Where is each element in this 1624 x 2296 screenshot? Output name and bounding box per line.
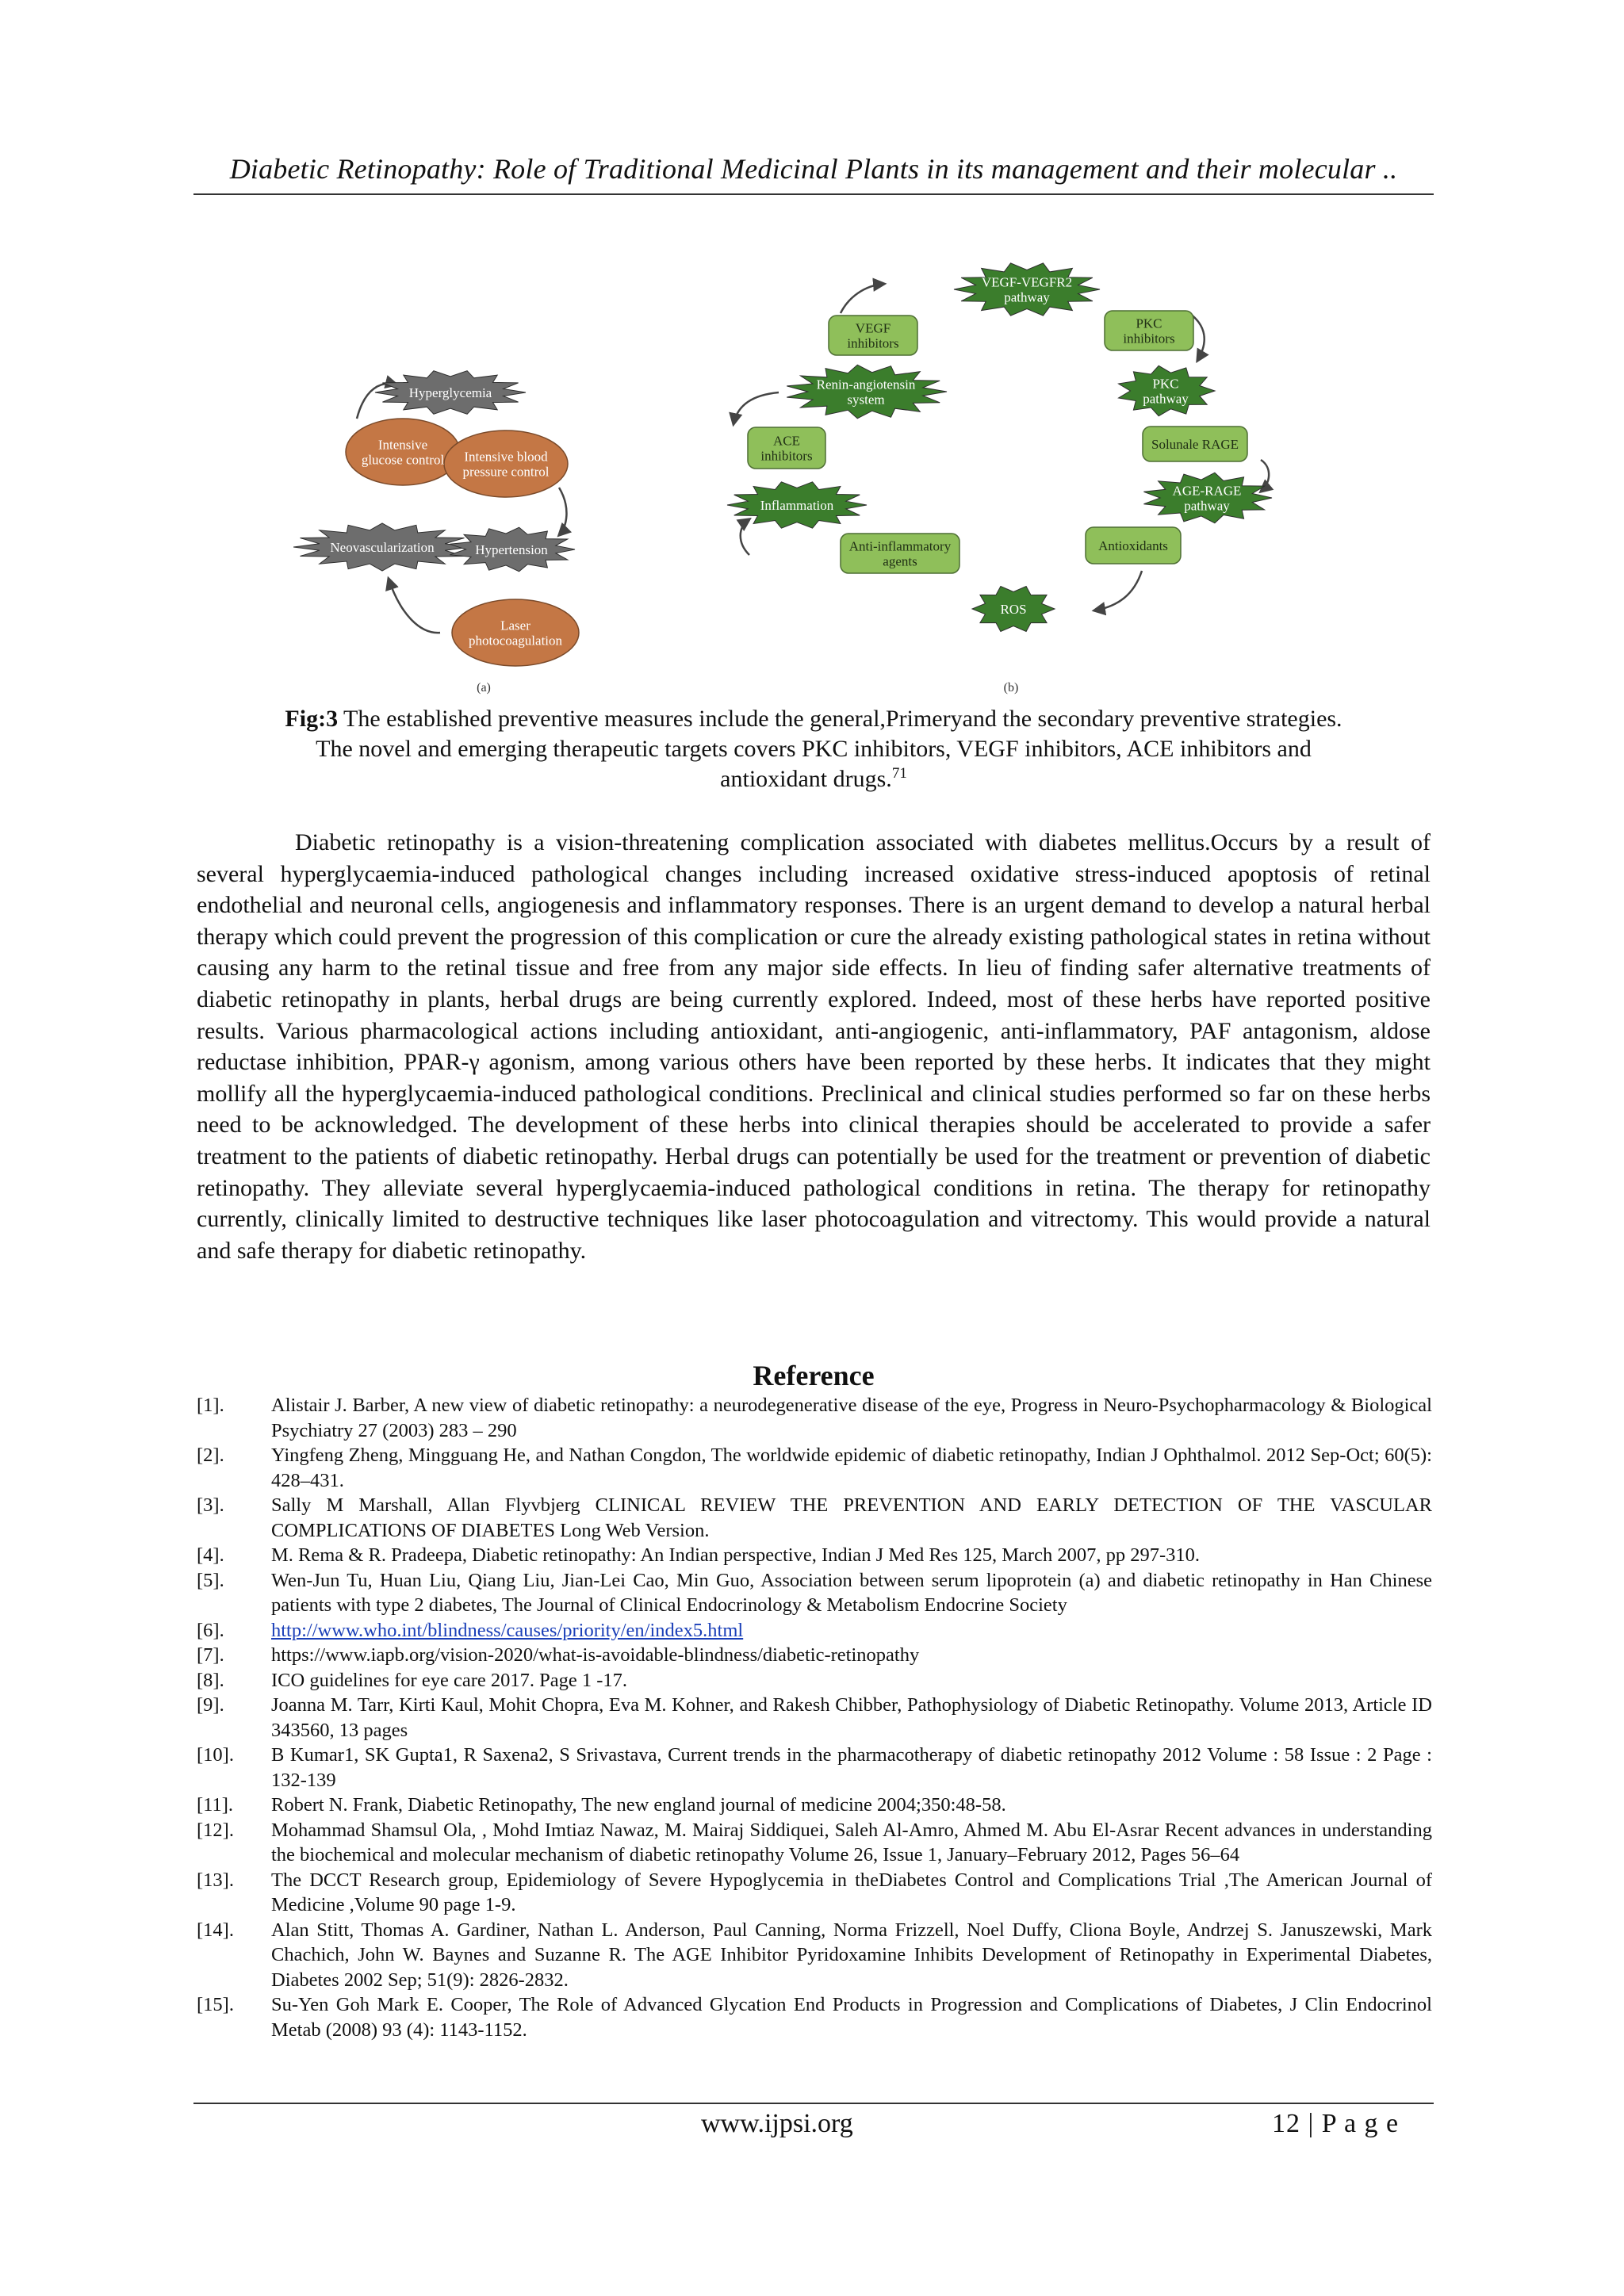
- arrow-anti-inflammatory-to-inflammation: [741, 519, 749, 555]
- reference-number: [13].: [197, 1869, 234, 1891]
- reference-number: [10].: [197, 1744, 234, 1766]
- reference-item: [197, 1543, 1432, 1568]
- reference-text: Wen-Jun Tu, Huan Liu, Qiang Liu, Jian-Lei Cao, Min Guo, Association between serum lipoprotein (a) and diabetic retinopathy in Han Chinese patients with type 2 diabetes, The Journal of Clinical Endocrinology & Metabolism Endocrine Society: [271, 1569, 1432, 1616]
- reference-text: Mohammad Shamsul Ola, , Mohd Imtiaz Nawaz, M. Mairaj Siddiquei, Saleh Al-Amro, Ahmed M. Abu El-Asrar Recent advances in understanding the biochemical and molecular mechanism of diabetic retinopathy Volume 26, Issue 1, January–February 2012, Pages 56–64: [271, 1819, 1432, 1866]
- caption-line-3: [193, 764, 1434, 794]
- intensive-glucose-control-node-label: Intensive glucose control: [361, 437, 445, 468]
- anti-inflammatory-agents-node-label: Anti-inflammatory agents: [848, 538, 952, 569]
- figure-diagram: [293, 254, 1332, 698]
- arrow-vegf-inhibitors-to-pathway: [841, 284, 884, 313]
- reference-item[interactable]: [197, 1618, 1432, 1644]
- footer-website: www.ijpsi.org: [701, 2109, 853, 2138]
- reference-item: [197, 1868, 1432, 1918]
- reference-number: [7].: [197, 1644, 224, 1666]
- reference-text: Joanna M. Tarr, Kirti Kaul, Mohit Chopra, Eva M. Kohner, and Rakesh Chibber, Pathophysiology of Diabetic Retinopathy. Volume 2013, Article ID 343560, 13 pages: [271, 1694, 1432, 1741]
- reference-item: [197, 1643, 1432, 1668]
- renin-angiotensin-system-node-label: Renin-angiotensin system: [816, 377, 916, 408]
- arrow-antioxidants-to-ros: [1094, 571, 1142, 610]
- arrow-renin-to-ace: [733, 392, 779, 424]
- footer-page-number: 12 | P a g e: [1272, 2109, 1400, 2138]
- panel-b-label: (b): [1003, 681, 1019, 695]
- running-header: Diabetic Retinopathy: Role of Traditional Medicinal Plants in its management and their molecular ..: [229, 153, 1398, 185]
- reference-text: ICO guidelines for eye care 2017. Page 1 -17.: [271, 1669, 628, 1691]
- pkc-pathway-node-label: PKC pathway: [1143, 376, 1189, 407]
- inflammation-node-label: Inflammation: [760, 497, 834, 513]
- references-heading: Reference: [753, 1360, 875, 1391]
- reference-text: Su-Yen Goh Mark E. Cooper, The Role of Advanced Glycation End Products in Progression and Complications of Diabetes, J Clin Endocrinol Metab (2008) 93 (4): 1143-1152.: [271, 1994, 1432, 2041]
- hyperglycemia-node-label: Hyperglycemia: [408, 385, 492, 400]
- reference-text: Sally M Marshall, Allan Flyvbjerg CLINICAL REVIEW THE PREVENTION AND EARLY DETECTION OF THE VASCULAR COMPLICATIONS OF DIABETES Long Web Version.: [271, 1494, 1432, 1541]
- reference-link[interactable]: http://www.who.int/blindness/causes/priority/en/index5.html: [271, 1619, 744, 1641]
- reference-item: [197, 1393, 1432, 1443]
- antioxidants-node-label: Antioxidants: [1098, 538, 1168, 553]
- panel-a-label: (a): [477, 681, 491, 695]
- intensive-bp-control-node-label: Intensive blood pressure control: [462, 449, 550, 480]
- reference-item: [197, 1992, 1432, 2042]
- reference-list: [197, 1393, 1432, 2042]
- reference-text: The DCCT Research group, Epidemiology of Severe Hypoglycemia in theDiabetes Control and Complications Trial ,The American Journal of Medicine ,Volume 90 page 1-9.: [271, 1869, 1432, 1915]
- reference-number: [9].: [197, 1694, 224, 1716]
- arrow-bp-to-hypertension: [559, 488, 566, 535]
- reference-item: [197, 1568, 1432, 1618]
- ros-node-label: ROS: [1000, 601, 1027, 617]
- reference-item: [197, 1668, 1432, 1693]
- caption-label: Fig:3: [285, 706, 339, 732]
- vegf-inhibitors-node-label: VEGF inhibitors: [847, 320, 899, 351]
- caption-line-3-text: antioxidant drugs.: [720, 766, 892, 792]
- caption-line-2: The novel and emerging therapeutic targets covers PKC inhibitors, VEGF inhibitors, ACE inhibitors and: [316, 736, 1312, 762]
- ace-inhibitors-node-label: ACE inhibitors: [760, 433, 813, 464]
- reference-number: [11].: [197, 1794, 234, 1816]
- reference-item: [197, 1793, 1432, 1818]
- reference-number: [1].: [197, 1395, 224, 1416]
- reference-item: [197, 1918, 1432, 1993]
- reference-item: [197, 1443, 1432, 1493]
- neovascularization-node-label: Neovascularization: [330, 539, 435, 555]
- reference-text: Alistair J. Barber, A new view of diabetic retinopathy: a neurodegenerative disease of the eye, Progress in Neuro-Psychopharmacology & Biological Psychiatry 27 (2003) 283 – 290: [271, 1395, 1432, 1441]
- caption-line-1-text: The established preventive measures include the general,Primeryand the secondary preventive strategies.: [338, 706, 1342, 732]
- body-paragraph: Diabetic retinopathy is a vision-threatening complication associated with diabetes mellitus.Occurs by a result of several hyperglycaemia-induced pathological changes including increased oxidative stress-induced apoptosis of retinal endothelial and neuronal cells, angiogenesis and inflammatory responses. There is an urgent demand to develop a natural herbal therapy which could prevent the progression of this complication or cure the already existing pathological states in retina without causing any harm to the retinal tissue and free from any major side effects. In lieu of finding safer alternative treatments of diabetic retinopathy in plants, herbal drugs are being currently explored. Indeed, most of these herbs have reported positive results. Various pharmacological actions including antioxidant, anti-angiogenic, anti-inflammatory, PAF antagonism, aldose reductase inhibition, PPAR-γ agonism, among various others have been reported by these herbs. It indicates that they might mollify all the hyperglycaemia-induced pathological conditions. Preclinical and clinical studies performed so far on these herbs need to be acknowledged. The development of these herbs into clinical therapies should be accelerated to provide a safer treatment to the patients of diabetic retinopathy. Herbal drugs can potentially be used for the treatment or prevention of diabetic retinopathy. They alleviate several hyperglycaemia-induced pathological conditions in retina. The therapy for retinopathy currently, clinically limited to destructive techniques like laser photocoagulation and vitrectomy. This would provide a natural and safe therapy for diabetic retinopathy.: [197, 829, 1431, 1264]
- reference-item: [197, 1693, 1432, 1743]
- reference-number: [4].: [197, 1544, 224, 1566]
- reference-number: [5].: [197, 1569, 224, 1591]
- solunale-rage-node-label: Solunale RAGE: [1151, 436, 1239, 452]
- arrow-laser-to-neovascularization: [389, 579, 440, 633]
- pkc-inhibitors-node-label: PKC inhibitors: [1123, 316, 1175, 346]
- caption-citation: 71: [891, 765, 907, 782]
- reference-number: [15].: [197, 1994, 234, 2015]
- figure-3: [293, 254, 1332, 698]
- reference-number: [3].: [197, 1494, 224, 1516]
- age-rage-pathway-node-label: AGE-RAGE pathway: [1172, 483, 1242, 514]
- reference-item: [197, 1743, 1432, 1793]
- reference-item: [197, 1818, 1432, 1868]
- figure-caption: [193, 704, 1434, 794]
- reference-text: M. Rema & R. Pradeepa, Diabetic retinopathy: An Indian perspective, Indian J Med Res 125, March 2007, pp 297-310.: [271, 1544, 1200, 1566]
- reference-item: [197, 1493, 1432, 1543]
- reference-number: [12].: [197, 1819, 234, 1841]
- hypertension-node-label: Hypertension: [475, 541, 548, 557]
- reference-text: https://www.iapb.org/vision-2020/what-is-avoidable-blindness/diabetic-retinopathy: [271, 1644, 920, 1666]
- laser-photocoagulation-node-label: Laser photocoagulation: [468, 618, 563, 649]
- reference-number: [6].: [197, 1619, 224, 1641]
- reference-text: Alan Stitt, Thomas A. Gardiner, Nathan L. Anderson, Paul Canning, Norma Frizzell, Noel Duffy, Cliona Boyle, Andrzej S. Januszewski, Mark Chachich, John W. Baynes and Suzanne R. The AGE Inhibitor Pyridoxamine Inhibits Development of Retinopathy in Experimental Diabetes, Diabetes 2002 Sep; 51(9): 2826-2832.: [271, 1919, 1432, 1991]
- header-divider: [193, 193, 1434, 195]
- vegf-vegfr2-pathway-node-label: VEGF-VEGFR2 pathway: [981, 274, 1073, 305]
- reference-number: [14].: [197, 1919, 234, 1941]
- footer-divider: [193, 2103, 1434, 2104]
- reference-number: [8].: [197, 1669, 224, 1691]
- reference-text: Robert N. Frank, Diabetic Retinopathy, The new england journal of medicine 2004;350:48-58.: [271, 1794, 1006, 1816]
- caption-line-1: [193, 704, 1434, 734]
- reference-number: [2].: [197, 1445, 224, 1466]
- reference-text: Yingfeng Zheng, Mingguang He, and Nathan Congdon, The worldwide epidemic of diabetic retinopathy, Indian J Ophthalmol. 2012 Sep-Oct; 60(5): 428–431.: [271, 1445, 1432, 1491]
- reference-text: B Kumar1, SK Gupta1, R Saxena2, S Srivastava, Current trends in the pharmacotherapy of diabetic retinopathy 2012 Volume : 58 Issue : 2 Page : 132-139: [271, 1744, 1432, 1791]
